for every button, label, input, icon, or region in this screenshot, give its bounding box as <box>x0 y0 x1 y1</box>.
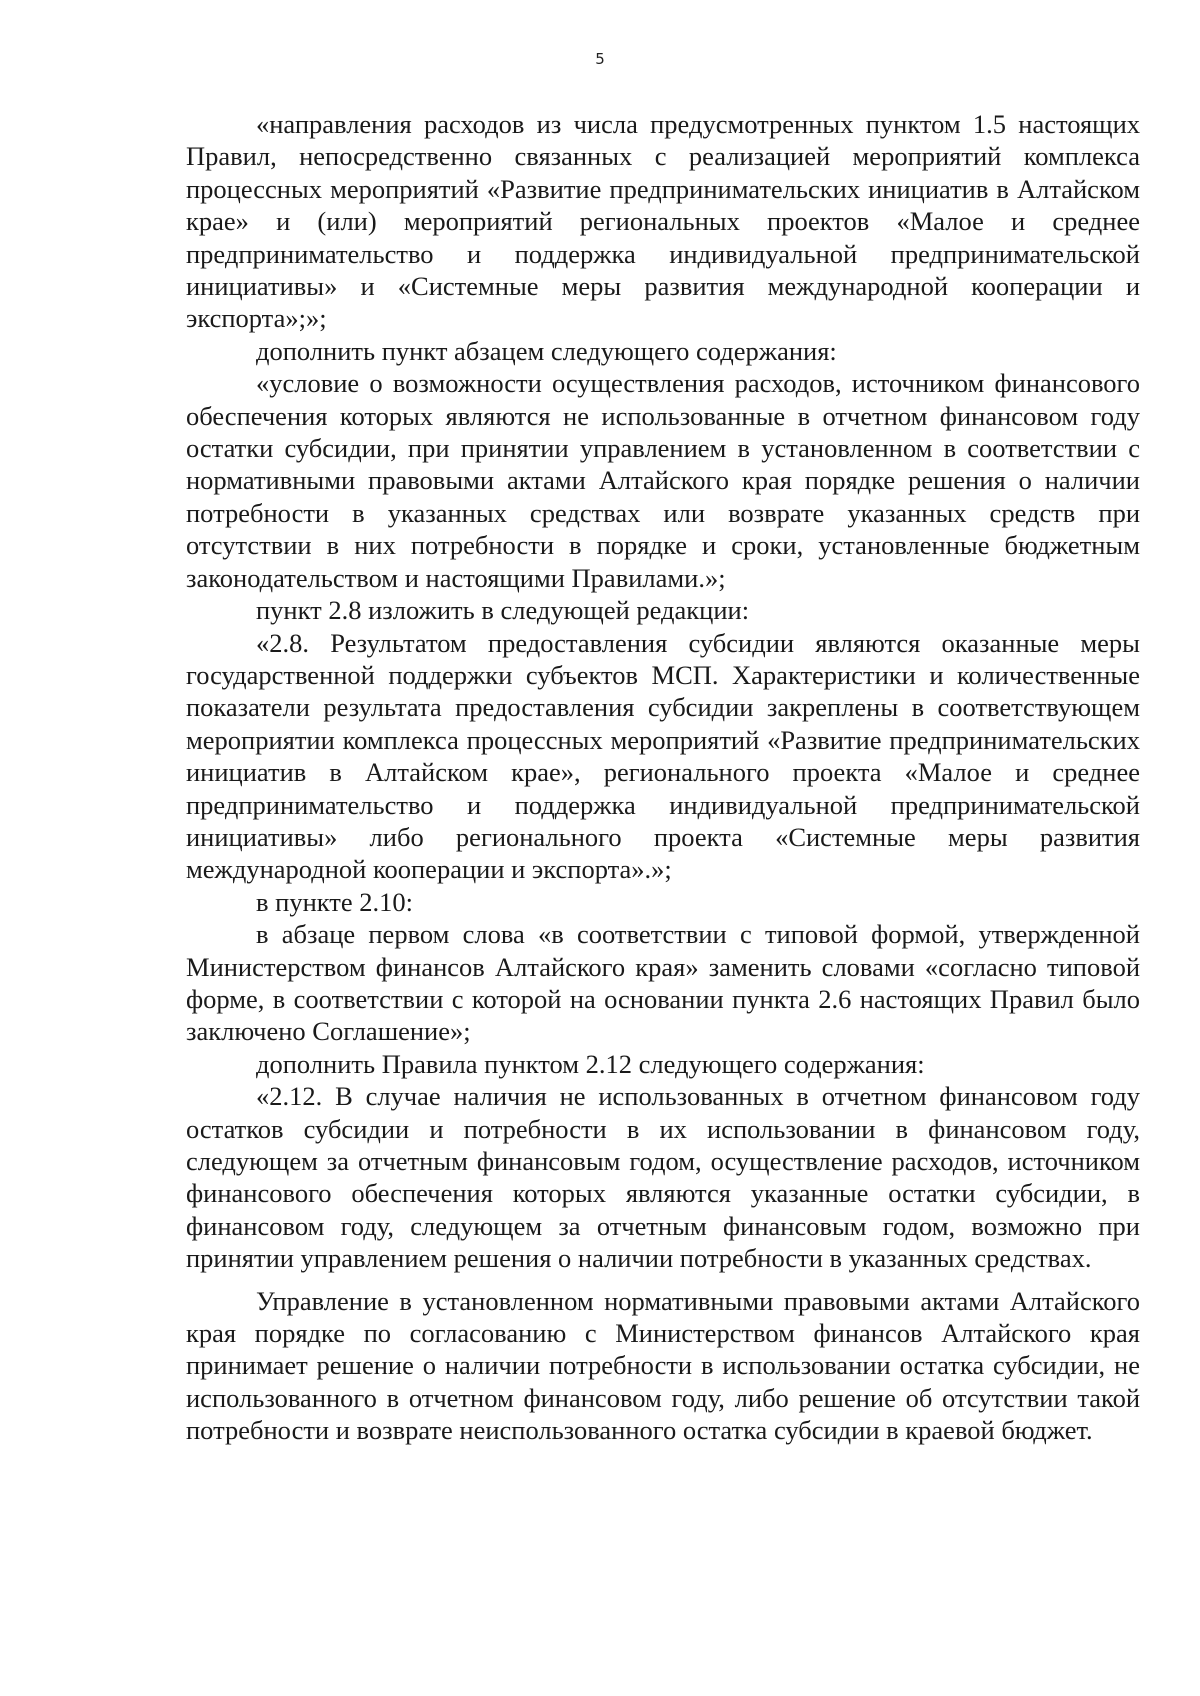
paragraph-clause-2-12-intro: дополнить Правила пунктом 2.12 следующего содержания: <box>256 1048 925 1079</box>
paragraph-condition-remaining-funds: «условие о возможности осуществления расходов, источником финансового обеспечения которых являются не использованные в отчетном финансовом году остатки субсидии, при принятии управлением в установленном в соответствии с нормативными правовыми актами Алтайского края порядке решения о наличии потребности в указанных средствах или возврате указанных средств при отсутствии в них потребности в порядке и сроки, установленные бюджетным законодательством и настоящими Правилами.»; <box>186 368 1140 593</box>
paragraph-clause-2-8: «2.8. Результатом предоставления субсидии являются оказанные меры государственной поддержки субъектов МСП. Характеристики и количественные показатели результата предоставления субсидии закреплены в соответствующем мероприятии комплекса процессных мероприятий «Развитие предпринимательских инициатив в Алтайском крае», регионального проекта «Малое и среднее предпринимательство и поддержка индивидуальной предпринимательской инициативы» либо регионального проекта «Системные меры развития международной кооперации и экспорта».»; <box>186 627 1140 885</box>
paragraph-clause-2-10-intro: в пункте 2.10: <box>256 886 413 917</box>
paragraph-clause-2-8-intro: пункт 2.8 изложить в следующей редакции: <box>256 595 750 626</box>
paragraph-clause-2-12: «2.12. В случае наличия не использованных в отчетном финансовом году остатков субсидии и потребности в их использовании в финансовом году, следующем за отчетным финансовым годом, осуществление расходов, источником финансового обеспечения которых являются указанные остатки субсидии, в финансовом году, следующем за отчетным финансовым годом, возможно при принятии управлением решения о наличии потребности в указанных средствах. <box>186 1081 1140 1274</box>
paragraph-expense-directions: «направления расходов из числа предусмотренных пунктом 1.5 настоящих Правил, непосредственно связанных с реализацией мероприятий комплекса процессных мероприятий «Развитие предпринимательских инициатив в Алтайском крае» и (или) мероприятий региональных проектов «Малое и среднее предпринимательство и поддержка индивидуальной предпринимательской инициативы» и «Системные меры развития международной кооперации и экспорта»;»; <box>186 109 1140 334</box>
page-number: 5 <box>595 50 605 68</box>
paragraph-clause-2-10-first: в абзаце первом слова «в соответствии с типовой формой, утвержденной Министерством финансов Алтайского края» заменить словами «согласно типовой форме, в соответствии с которой на основании пункта 2.6 настоящих Правил было заключено Соглашение»; <box>186 919 1140 1047</box>
paragraph-management-decision: Управление в установленном нормативными правовыми актами Алтайского края порядке по согласованию с Министерством финансов Алтайского края принимает решение о наличии потребности в использовании остатка субсидии, не использованного в отчетном финансовом году, либо решение об отсутствии такой потребности и возврате неиспользованного остатка субсидии в краевой бюджет. <box>186 1285 1140 1446</box>
paragraph-amend-clause: дополнить пункт абзацем следующего содержания: <box>256 335 837 366</box>
document-body <box>186 108 1140 1447</box>
